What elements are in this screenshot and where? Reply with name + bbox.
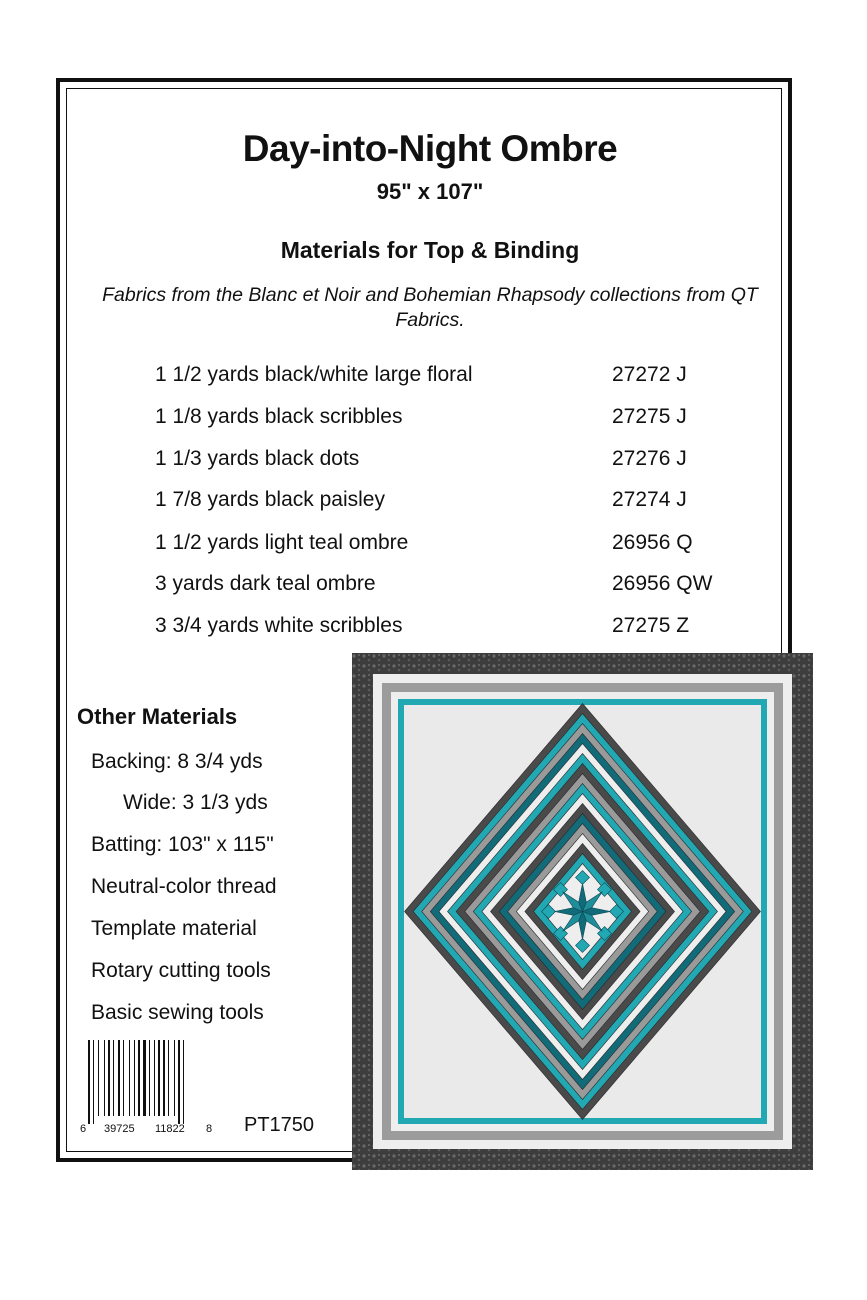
material-code: 27275 J: [612, 405, 687, 428]
fabric-note: Fabrics from the Blanc et Noir and Bohemian Rhapsody collections from QT Fabrics.: [102, 284, 758, 331]
material-row: [155, 447, 775, 477]
barcode-bar: [168, 1040, 169, 1116]
barcode-bar: [143, 1040, 146, 1116]
materials-heading: Materials for Top & Binding: [280, 237, 580, 263]
material-row: [155, 614, 775, 644]
barcode-bar: [134, 1040, 135, 1116]
barcode-bar: [154, 1040, 155, 1116]
material-row: [155, 572, 775, 602]
material-code: 27275 Z: [612, 614, 690, 637]
quilt-size: 95" x 107": [376, 179, 484, 204]
barcode-bar: [118, 1040, 120, 1116]
material-description: 1 1/8 yards black scribbles: [155, 405, 403, 428]
barcode-icon: [86, 1040, 206, 1126]
material-description: 1 7/8 yards black paisley: [155, 488, 385, 511]
barcode-digit: 11822: [155, 1123, 185, 1135]
material-code: 26956 Q: [612, 531, 693, 554]
material-row: [155, 531, 775, 561]
barcode-digit: 39725: [104, 1123, 135, 1135]
other-material-item: Rotary cutting tools: [91, 959, 271, 982]
barcode-digit: 8: [206, 1123, 213, 1135]
material-code: 27276 J: [612, 447, 687, 470]
barcode-bar: [129, 1040, 130, 1116]
material-row: [155, 405, 775, 435]
barcode-bar: [123, 1040, 124, 1116]
barcode-bar: [149, 1040, 150, 1116]
other-material-item: Backing: 8 3/4 yds: [91, 750, 263, 773]
barcode-bar: [93, 1040, 94, 1124]
material-description: 3 3/4 yards white scribbles: [155, 614, 403, 637]
barcode-bar: [104, 1040, 105, 1116]
barcode-bar: [108, 1040, 110, 1116]
material-code: 27274 J: [612, 488, 687, 511]
material-description: 1 1/3 yards black dots: [155, 447, 360, 470]
material-row: [155, 363, 775, 393]
other-materials-heading: Other Materials: [77, 704, 238, 729]
material-row: [155, 488, 775, 518]
barcode-bar: [183, 1040, 184, 1124]
barcode-digit: 6: [80, 1123, 87, 1135]
barcode-bar: [178, 1040, 180, 1124]
material-description: 1 1/2 yards light teal ombre: [155, 531, 409, 554]
pattern-number: PT1750: [244, 1114, 315, 1136]
material-description: 1 1/2 yards black/white large floral: [155, 363, 473, 386]
material-description: 3 yards dark teal ombre: [155, 572, 376, 595]
barcode-bar: [158, 1040, 160, 1116]
other-material-item: Batting: 103" x 115": [91, 833, 274, 856]
other-material-item: Neutral-color thread: [91, 875, 277, 898]
pattern-title: Day-into-Night Ombre: [242, 128, 618, 169]
quilt-image: [352, 653, 813, 1170]
barcode-bar: [113, 1040, 114, 1116]
material-code: 26956 QW: [612, 572, 713, 595]
material-code: 27272 J: [612, 363, 687, 386]
barcode-bar: [163, 1040, 165, 1116]
other-material-item: Template material: [91, 917, 257, 940]
other-material-item: Wide: 3 1/3 yds: [123, 791, 268, 814]
barcode-bar: [98, 1040, 99, 1116]
other-material-item: Basic sewing tools: [91, 1001, 264, 1024]
barcode-bar: [88, 1040, 90, 1124]
barcode-bar: [138, 1040, 140, 1116]
barcode-bar: [174, 1040, 175, 1116]
